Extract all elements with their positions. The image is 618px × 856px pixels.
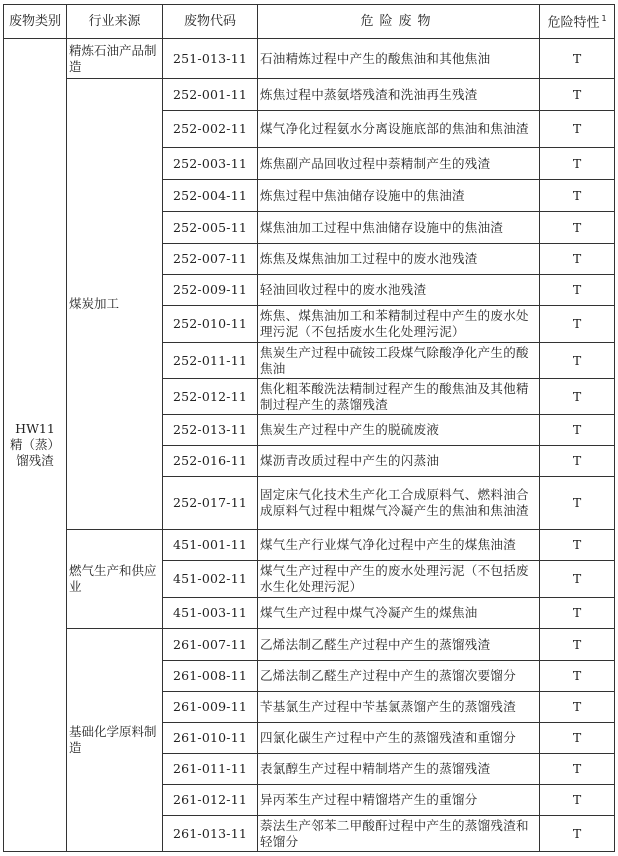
hazard-property: T [540,723,615,754]
category-name-line2: 馏残渣 [16,453,54,468]
waste-code: 252-009-11 [163,275,258,306]
hazard-property: T [540,415,615,446]
table-row [4,629,615,661]
waste-code: 261-010-11 [163,723,258,754]
table-row [4,530,615,561]
waste-code: 261-007-11 [163,629,258,661]
hazard-property: T [540,111,615,148]
waste-description: 煤焦油加工过程中焦油储存设施中的焦油渣 [258,212,540,244]
waste-code: 261-009-11 [163,692,258,723]
header-industry: 行业来源 [67,5,163,39]
hazard-property: T [540,692,615,723]
table-row [4,79,615,111]
hazard-property: T [540,343,615,379]
hazard-property: T [540,816,615,852]
industry-cell: 煤炭加工 [67,79,163,530]
hazard-property: T [540,275,615,306]
header-hazard-footnote: 1 [601,14,607,24]
hazard-property: T [540,180,615,212]
header-description [258,5,540,39]
hazard-property: T [540,661,615,692]
waste-code: 252-007-11 [163,244,258,275]
waste-code: 252-002-11 [163,111,258,148]
waste-description: 乙烯法制乙醛生产过程中产生的蒸馏次要馏分 [258,661,540,692]
waste-code: 252-005-11 [163,212,258,244]
waste-code: 451-002-11 [163,561,258,598]
waste-code: 261-012-11 [163,785,258,816]
waste-description: 炼焦过程中焦油储存设施中的焦油渣 [258,180,540,212]
hazard-property: T [540,212,615,244]
waste-description: 石油精炼过程中产生的酸焦油和其他焦油 [258,39,540,79]
industry-cell: 燃气生产和供应业 [67,530,163,629]
hazard-property: T [540,379,615,415]
waste-description: 煤沥青改质过程中产生的闪蒸油 [258,446,540,477]
waste-description: 炼焦过程中蒸氨塔残渣和洗油再生残渣 [258,79,540,111]
waste-code: 261-008-11 [163,661,258,692]
hazard-property: T [540,39,615,79]
waste-code: 252-001-11 [163,79,258,111]
hazard-property: T [540,148,615,180]
waste-description: 煤气生产过程中煤气冷凝产生的煤焦油 [258,598,540,629]
waste-code: 252-010-11 [163,306,258,343]
category-name-line1: 精（蒸） [9,437,60,452]
hazard-property: T [540,530,615,561]
waste-code: 252-011-11 [163,343,258,379]
table-header-row [4,5,615,39]
waste-description: 焦炭生产过程中产生的脱硫废液 [258,415,540,446]
waste-code: 261-013-11 [163,816,258,852]
hazard-property: T [540,477,615,530]
waste-description: 异丙苯生产过程中精馏塔产生的重馏分 [258,785,540,816]
table-row [4,39,615,79]
waste-code: 451-003-11 [163,598,258,629]
header-hazard [540,5,615,39]
waste-description: 四氯化碳生产过程中产生的蒸馏残渣和重馏分 [258,723,540,754]
waste-code: 252-004-11 [163,180,258,212]
waste-category-cell [4,39,67,852]
waste-code: 451-001-11 [163,530,258,561]
waste-code: 251-013-11 [163,39,258,79]
waste-description: 煤气净化过程氨水分离设施底部的焦油和焦油渣 [258,111,540,148]
hazard-property: T [540,79,615,111]
hazard-property: T [540,754,615,785]
table-body [4,39,615,852]
waste-description: 苄基氯生产过程中苄基氯蒸馏产生的蒸馏残渣 [258,692,540,723]
waste-description: 炼焦及煤焦油加工过程中的废水池残渣 [258,244,540,275]
waste-description: 煤气生产行业煤气净化过程中产生的煤焦油渣 [258,530,540,561]
hazard-property: T [540,629,615,661]
waste-description: 固定床气化技术生产化工合成原料气、燃料油合成原料气过程中粗煤气冷凝产生的焦油和焦油渣 [258,477,540,530]
hazard-property: T [540,598,615,629]
waste-code: 261-011-11 [163,754,258,785]
hazard-property: T [540,561,615,598]
waste-description: 萘法生产邻苯二甲酸酐过程中产生的蒸馏残渣和轻馏分 [258,816,540,852]
waste-code: 252-012-11 [163,379,258,415]
industry-cell: 精炼石油产品制造 [67,39,163,79]
waste-description: 焦化粗苯酸洗法精制过程产生的酸焦油及其他精制过程产生的蒸馏残渣 [258,379,540,415]
hazard-property: T [540,446,615,477]
header-description-text: 危险废物 [360,13,437,29]
waste-description: 表氯醇生产过程中精制塔产生的蒸馏残渣 [258,754,540,785]
hazard-property: T [540,244,615,275]
category-code: HW11 [15,421,55,436]
waste-code: 252-017-11 [163,477,258,530]
waste-code: 252-016-11 [163,446,258,477]
waste-code: 252-003-11 [163,148,258,180]
waste-description: 乙烯法制乙醛生产过程中产生的蒸馏残渣 [258,629,540,661]
header-category: 废物类别 [4,5,67,39]
hazard-property: T [540,785,615,816]
waste-description: 焦炭生产过程中硫铵工段煤气除酸净化产生的酸焦油 [258,343,540,379]
header-hazard-text: 危险特性 [547,15,600,31]
waste-description: 炼焦、煤焦油加工和苯精制过程中产生的废水处理污泥（不包括废水生化处理污泥） [258,306,540,343]
hazard-property: T [540,306,615,343]
waste-description: 煤气生产过程中产生的废水处理污泥（不包括废水生化处理污泥） [258,561,540,598]
industry-cell: 基础化学原料制造 [67,629,163,852]
waste-code: 252-013-11 [163,415,258,446]
hazardous-waste-table [3,4,615,852]
header-code: 废物代码 [163,5,258,39]
waste-description: 炼焦副产品回收过程中萘精制产生的残渣 [258,148,540,180]
waste-description: 轻油回收过程中的废水池残渣 [258,275,540,306]
